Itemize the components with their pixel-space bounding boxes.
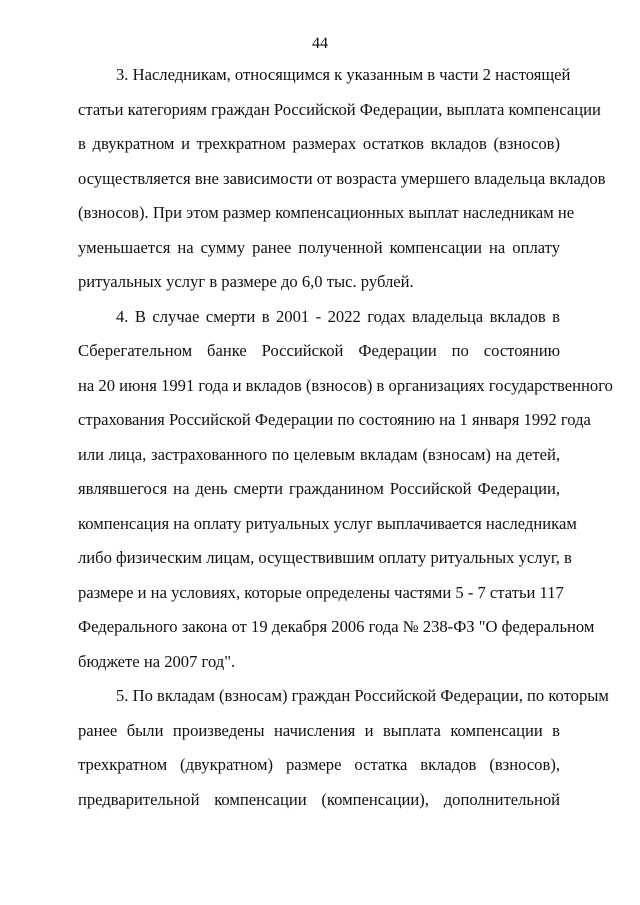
document-body: [78, 58, 613, 817]
text-line: 4. В случае смерти в 2001 - 2022 годах владельца вкладов в: [116, 306, 560, 326]
text-line: 3. Наследникам, относящимся к указанным в части 2 настоящей: [116, 65, 571, 84]
text-line: (взносов). При этом размер компенсационных выплат наследникам не: [78, 203, 575, 222]
text-line: размере и на условиях, которые определены частями 5 - 7 статьи 117: [78, 582, 564, 602]
text-line: статьи категориям граждан Российской Федерации, выплата компенсации: [78, 99, 601, 119]
text-line: ранее были произведены начисления и выплата компенсации в: [78, 720, 560, 740]
text-line: в двукратном и трехкратном размерах остатков вкладов (взносов): [78, 134, 560, 153]
page-number: 44: [312, 35, 328, 52]
text-line: либо физическим лицам, осуществившим оплату ритуальных услуг, в: [78, 548, 572, 567]
text-line: на 20 июня 1991 года и вкладов (взносов) в организациях государственного: [78, 375, 613, 395]
paragraph-5: [78, 679, 609, 817]
text-line: ритуальных услуг в размере до 6,0 тыс. рублей.: [78, 272, 414, 291]
text-line: бюджете на 2007 год".: [78, 651, 236, 671]
text-line: осуществляется вне зависимости от возраста умершего владельца вкладов: [78, 168, 606, 188]
text-line: Сберегательном банке Российской Федерации по состоянию: [78, 341, 560, 360]
text-line: уменьшается на сумму ранее полученной компенсации на оплату: [78, 237, 560, 257]
text-line: Федерального закона от 19 декабря 2006 года № 238-ФЗ "О федеральном: [78, 617, 595, 636]
paragraph-4: [78, 300, 613, 680]
text-line: или лица, застрахованного по целевым вкладам (взносам) на детей,: [78, 444, 560, 464]
text-line: страхования Российской Федерации по состоянию на 1 января 1992 года: [78, 410, 591, 429]
text-line: 5. По вкладам (взносам) граждан Российской Федерации, по которым: [116, 686, 609, 705]
text-line: являвшегося на день смерти гражданином Российской Федерации,: [78, 479, 560, 498]
text-line: компенсация на оплату ритуальных услуг выплачивается наследникам: [78, 513, 577, 533]
text-line: трехкратном (двукратном) размере остатка вкладов (взносов),: [78, 755, 560, 774]
paragraph-3: [78, 58, 606, 300]
text-line: предварительной компенсации (компенсации), дополнительной: [78, 789, 560, 809]
